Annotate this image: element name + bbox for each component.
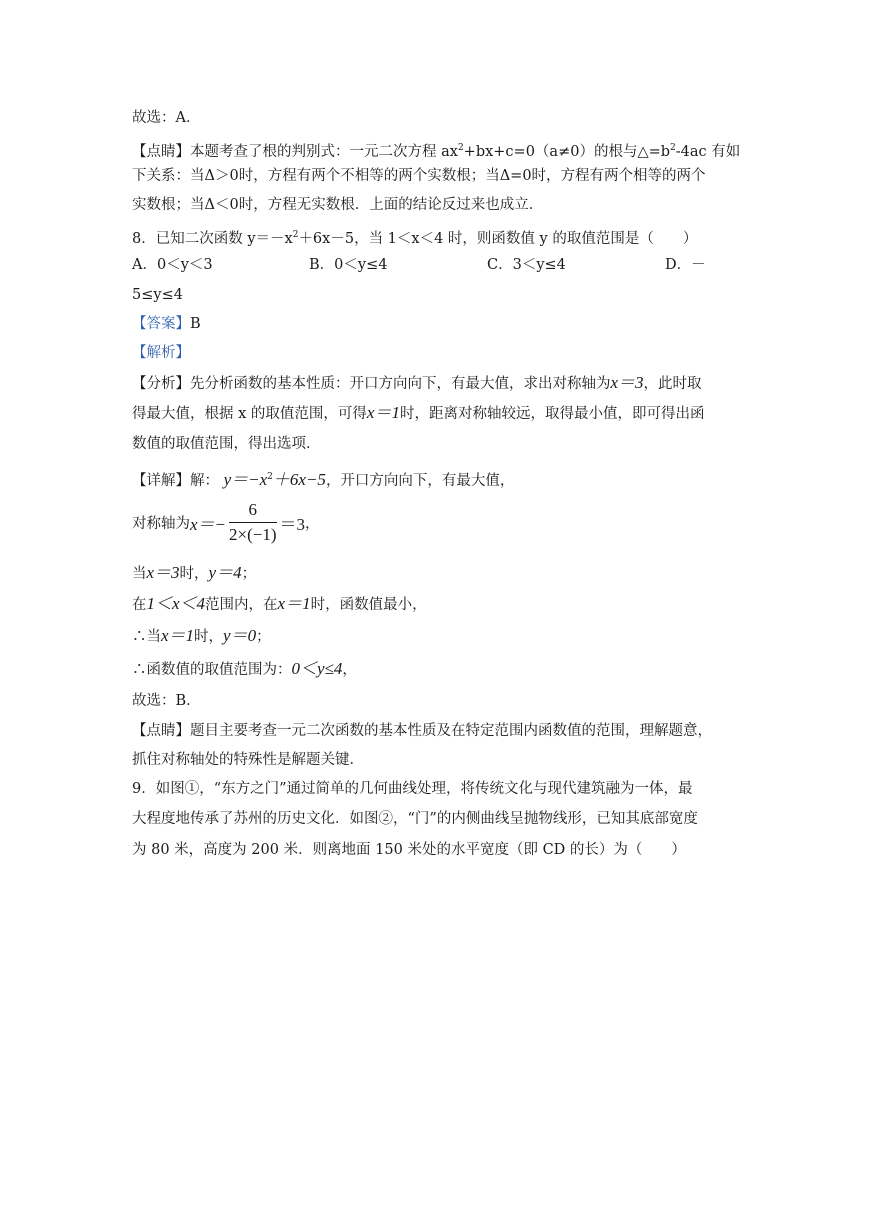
step-text: 时，函数值最小， bbox=[310, 597, 427, 613]
fraction-denominator: 2×(−1) bbox=[229, 525, 277, 544]
fraction-numerator: 6 bbox=[229, 500, 277, 523]
option-c: C．3＜y≤4 bbox=[487, 257, 566, 273]
step-text: 时， bbox=[194, 629, 224, 645]
question-9-line3: 为 80 米，高度为 200 米．则离地面 150 米处的水平宽度（即 CD 的长）为（ ） bbox=[132, 842, 686, 858]
step-text: 范围内，在 bbox=[205, 597, 278, 613]
step-line4 bbox=[132, 659, 357, 680]
step-text: 在 bbox=[132, 597, 147, 613]
option-a: A．0＜y＜3 bbox=[132, 257, 213, 273]
dianjing-1-line3: 实数根；当Δ＜0时，方程无实数根．上面的结论反过来也成立． bbox=[132, 197, 544, 213]
analysis-text: 先分析函数的基本性质：开口方向向下，有最大值，求出对称轴为 bbox=[190, 376, 611, 392]
dianjing-2-line2: 抓住对称轴处的特殊性是解题关键． bbox=[132, 752, 364, 768]
step-line3 bbox=[132, 626, 271, 647]
question-8 bbox=[132, 225, 697, 249]
analysis-line2 bbox=[132, 403, 704, 424]
math: y＝0 bbox=[223, 626, 257, 645]
dianjing-text-a: 本题考查了根的判别式：一元二次方程 ax bbox=[190, 144, 458, 160]
math: x＝1 bbox=[277, 594, 311, 613]
dianjing-2 bbox=[132, 721, 712, 741]
analysis-line3: 数值的取值范围，得出选项． bbox=[132, 436, 321, 452]
dianjing-tag: 【点睛】 bbox=[132, 723, 190, 739]
step-text: ； bbox=[241, 566, 257, 582]
q8-text-b: ＋6x－5，当 1＜x＜4 时，则函数值 y 的取值范围是（ ） bbox=[298, 231, 698, 247]
dianjing-tag: 【点睛】 bbox=[132, 144, 190, 160]
dianjing-text-c: -4ac 有如 bbox=[675, 144, 741, 160]
axis-text-end: ， bbox=[305, 516, 320, 532]
step-line2 bbox=[132, 594, 427, 615]
axis-text: 对称轴为 bbox=[132, 516, 190, 532]
question-9-line1: 9．如图①，“东方之门”通过简单的几何曲线处理，将传统文化与现代建筑融为一体，最 bbox=[132, 781, 693, 797]
math: 0＜y≤4 bbox=[291, 659, 343, 678]
step-text: ∴当 bbox=[132, 629, 161, 645]
dianjing-text-b: +bx+c=0（a≠0）的根与△=b bbox=[463, 144, 671, 160]
superscript: 2 bbox=[267, 472, 273, 482]
detail-line1 bbox=[132, 467, 514, 491]
step-text: 当 bbox=[132, 566, 147, 582]
math-x-eq: x＝− bbox=[190, 515, 227, 534]
conclusion-line-a: 故选：A． bbox=[132, 110, 201, 126]
fraction bbox=[229, 500, 277, 545]
superscript: 2 bbox=[457, 143, 464, 153]
math: x＝3 bbox=[146, 563, 180, 582]
math-eq-3: ＝3 bbox=[279, 515, 306, 534]
answer-tag: 【答案】 bbox=[132, 316, 190, 332]
question-9-line2: 大程度地传承了苏州的历史文化．如图②，“门”的内侧曲线呈抛物线形，已知其底部宽度 bbox=[132, 811, 698, 827]
conclusion-line-b: 故选：B． bbox=[132, 693, 201, 709]
jiexi-tag: 【解析】 bbox=[132, 345, 190, 361]
dianjing-1-line2: 下关系：当Δ＞0时，方程有两个不相等的两个实数根；当Δ=0时，方程有两个相等的两个 bbox=[132, 168, 706, 184]
analysis-tag: 【分析】 bbox=[132, 376, 190, 392]
math-x1: x＝1 bbox=[366, 403, 400, 422]
superscript: 2 bbox=[670, 143, 676, 153]
dianjing-1 bbox=[132, 138, 740, 162]
axis-of-symmetry-line bbox=[132, 500, 320, 545]
math-func-b: ＋6x−5 bbox=[272, 470, 326, 489]
detail-text: ，开口方向向下，有最大值， bbox=[325, 473, 515, 489]
math-x3: x＝3 bbox=[610, 373, 644, 392]
math: x＝1 bbox=[161, 626, 195, 645]
superscript: 2 bbox=[292, 230, 299, 240]
detail-tag: 【详解】 bbox=[132, 473, 190, 489]
step-text: ， bbox=[342, 662, 357, 678]
math-func-a: y＝−x bbox=[223, 470, 268, 489]
q8-text-a: 8．已知二次函数 y＝－x bbox=[132, 231, 293, 247]
step-text: 时， bbox=[179, 566, 209, 582]
math: y＝4 bbox=[208, 563, 242, 582]
option-d: D．－ bbox=[665, 257, 706, 273]
dianjing-text: 题目主要考查一元二次函数的基本性质及在特定范围内函数值的范围，理解题意， bbox=[190, 723, 712, 739]
option-d-continued: 5≤y≤4 bbox=[132, 287, 183, 303]
step-text: ∴函数值的取值范围为： bbox=[132, 662, 292, 678]
options-row bbox=[132, 255, 706, 275]
analysis-line1 bbox=[132, 373, 702, 394]
step-text: ； bbox=[256, 629, 271, 645]
detail-text: 解： bbox=[190, 473, 219, 489]
step-line1 bbox=[132, 563, 256, 584]
analysis-text: 时，距离对称轴较远，取得最小值，即可得出函 bbox=[399, 406, 705, 422]
analysis-text: 得最大值，根据 x 的取值范围，可得 bbox=[132, 406, 367, 422]
answer-value: B bbox=[190, 316, 201, 332]
analysis-text: ，此时取 bbox=[643, 376, 702, 392]
answer-line bbox=[132, 314, 201, 334]
math: 1＜x＜4 bbox=[146, 594, 206, 613]
option-b: B．0＜y≤4 bbox=[309, 257, 388, 273]
